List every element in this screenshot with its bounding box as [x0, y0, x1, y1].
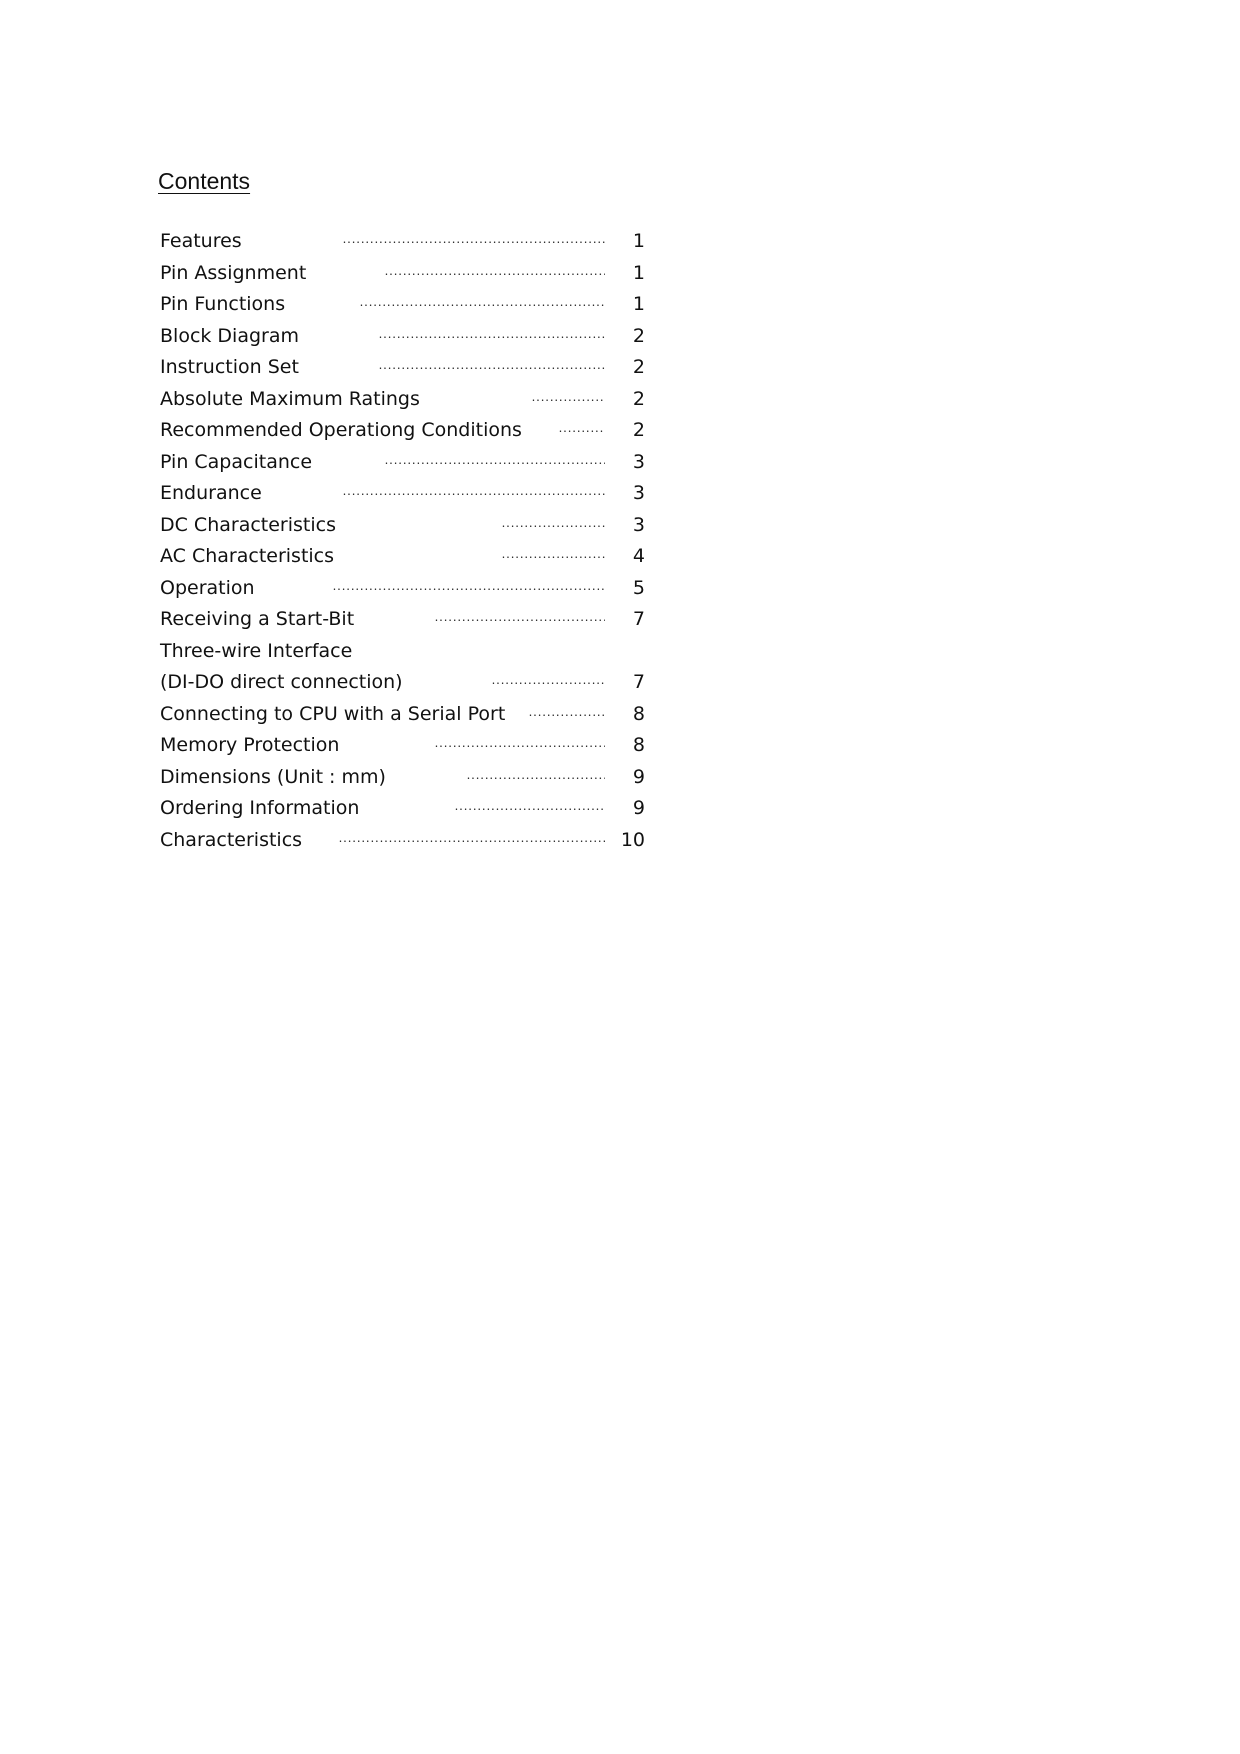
toc-entry-page: 2	[632, 387, 645, 410]
toc-entry-title: DC Characteristics	[160, 513, 336, 536]
toc-entry-page: 8	[632, 734, 645, 756]
dot-leader	[385, 258, 605, 290]
toc-entry-title: Three-wire Interface	[160, 639, 353, 662]
dot-leader	[343, 478, 605, 510]
dot-leader	[435, 730, 605, 762]
toc-entry-pin-functions[interactable]	[160, 289, 645, 321]
toc-entry-title: Memory Protection	[160, 734, 340, 756]
toc-entry-title: Pin Capacitance	[160, 450, 313, 473]
toc-entry-endurance[interactable]	[160, 478, 645, 510]
toc-entry-title: Instruction Set	[160, 356, 299, 378]
toc-entry-title: Recommended Operationg Conditions	[160, 419, 522, 441]
toc-entry-page: 3	[632, 513, 645, 536]
toc-entry-page: 1	[632, 230, 645, 252]
toc-entry-ac-characteristics[interactable]	[160, 541, 645, 573]
toc-entry-ordering-information[interactable]	[160, 793, 645, 825]
toc-entry-title: Block Diagram	[160, 324, 300, 347]
toc-entry-memory-protection[interactable]	[160, 730, 645, 762]
dot-leader	[502, 510, 605, 542]
toc-entry-title: Receiving a Start-Bit	[160, 608, 355, 630]
dot-leader	[467, 762, 605, 794]
toc-entry-pin-assignment[interactable]	[160, 258, 645, 290]
toc-entry-title: Characteristics	[160, 828, 303, 851]
toc-entry-receiving-start-bit[interactable]	[160, 604, 645, 636]
toc-entry-page: 9	[632, 765, 645, 788]
toc-entry-dimensions[interactable]	[160, 762, 645, 794]
toc-entry-absolute-maximum-ratings[interactable]	[160, 384, 645, 416]
toc-entry-di-do-direct-connection[interactable]	[160, 667, 645, 699]
toc-entry-title: Dimensions (Unit : mm)	[160, 765, 386, 788]
dot-leader	[339, 825, 605, 857]
dot-leader	[492, 667, 605, 699]
toc-entry-page: 5	[632, 576, 645, 599]
dot-leader	[379, 352, 605, 384]
toc-entry-connecting-to-cpu[interactable]	[160, 699, 645, 731]
dot-leader	[532, 384, 605, 416]
dot-leader	[435, 604, 605, 636]
toc-entry-instruction-set[interactable]	[160, 352, 645, 384]
toc-entry-dc-characteristics[interactable]	[160, 510, 645, 542]
toc-entry-page: 7	[632, 671, 645, 693]
page-title: Contents	[158, 168, 251, 194]
toc-entry-page: 4	[632, 545, 645, 567]
toc-entry-three-wire-interface[interactable]	[160, 636, 645, 668]
toc-entry-page: 3	[632, 482, 645, 504]
toc-entry-operation[interactable]	[160, 573, 645, 605]
toc-entry-characteristics[interactable]	[160, 825, 645, 857]
dot-leader	[385, 447, 605, 479]
dot-leader	[379, 321, 605, 353]
toc-entry-title: Endurance	[160, 482, 262, 504]
toc-entry-title: Connecting to CPU with a Serial Port	[160, 702, 506, 725]
dot-leader	[502, 541, 605, 573]
toc-entry-pin-capacitance[interactable]	[160, 447, 645, 479]
toc-entry-title: Operation	[160, 576, 255, 599]
toc-entry-page: 9	[632, 797, 645, 819]
dot-leader	[333, 573, 605, 605]
toc-entry-page: 2	[632, 356, 645, 378]
toc-entry-page: 7	[632, 608, 645, 630]
toc-entry-page: 1	[632, 293, 645, 315]
table-of-contents	[160, 226, 645, 856]
toc-entry-title: (DI-DO direct connection)	[160, 671, 403, 693]
toc-entry-recommended-operating-conditions[interactable]	[160, 415, 645, 447]
toc-entry-title: Pin Functions	[160, 293, 286, 315]
toc-entry-page: 8	[632, 702, 645, 725]
dot-leader	[455, 793, 605, 825]
toc-entry-title: Absolute Maximum Ratings	[160, 387, 420, 410]
toc-entry-page: 2	[632, 419, 645, 441]
toc-entry-title: Features	[160, 230, 242, 252]
toc-entry-page: 3	[632, 450, 645, 473]
dot-leader	[360, 289, 605, 321]
toc-entry-features[interactable]	[160, 226, 645, 258]
toc-entry-block-diagram[interactable]	[160, 321, 645, 353]
toc-entry-page: 2	[632, 324, 645, 347]
toc-entry-title: AC Characteristics	[160, 545, 335, 567]
dot-leader	[343, 226, 605, 258]
toc-entry-page: 1	[632, 261, 645, 284]
toc-entry-title: Ordering Information	[160, 797, 360, 819]
dot-leader	[529, 699, 605, 731]
dot-leader	[559, 415, 605, 447]
toc-entry-title: Pin Assignment	[160, 261, 307, 284]
toc-entry-page: 10	[620, 828, 645, 851]
